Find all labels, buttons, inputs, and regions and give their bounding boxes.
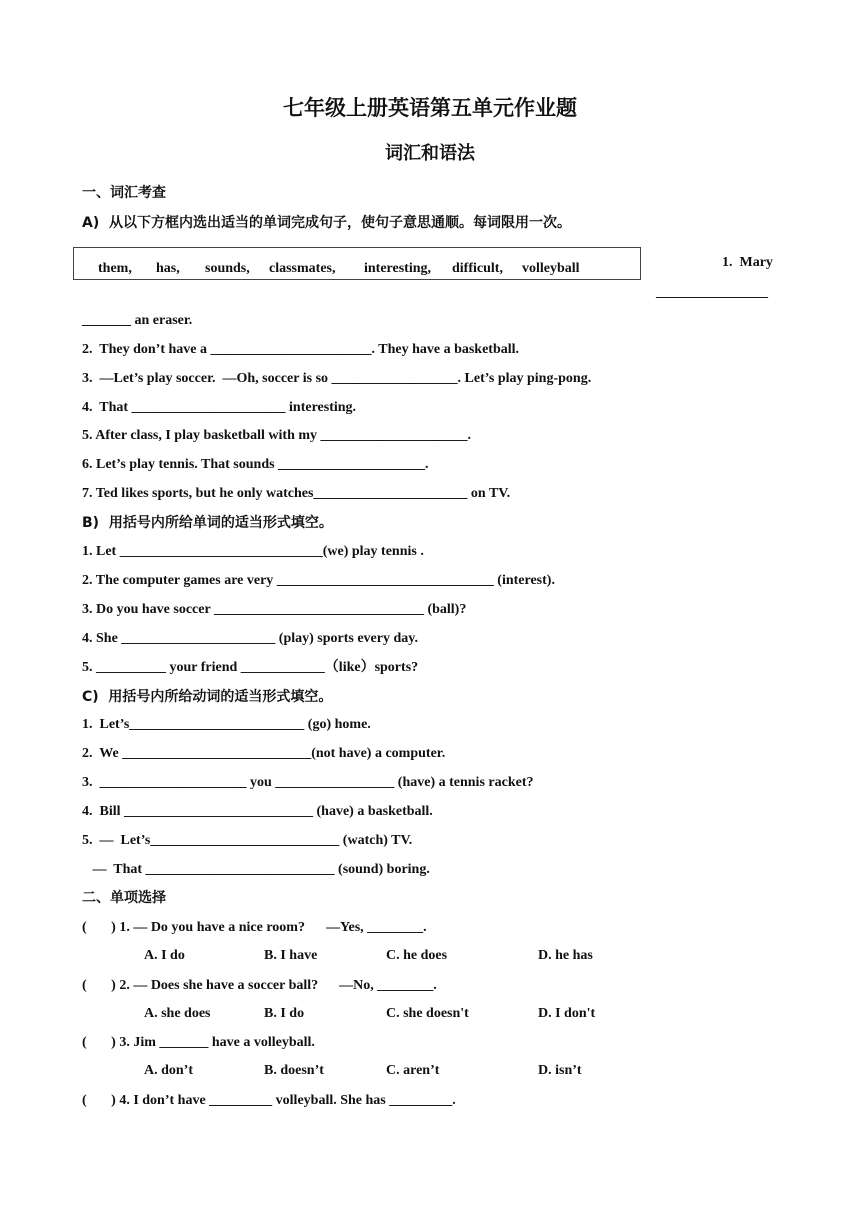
word-box-item: sounds, <box>205 261 250 276</box>
mc-option: C. she doesn't <box>386 1006 469 1021</box>
word-box-item: interesting, <box>364 261 432 276</box>
partA-item: 4. That ______________________ interesting. <box>82 400 357 415</box>
mc-option: D. he has <box>538 948 593 963</box>
partA-item: 5. After class, I play basketball with my _____________________. <box>82 428 472 443</box>
partC-item: 2. We ___________________________(not have) a computer. <box>82 746 446 761</box>
mc-option: C. aren’t <box>386 1063 440 1078</box>
mc-option: A. she does <box>144 1006 211 1021</box>
partC-item: — That ___________________________ (sound) boring. <box>82 862 430 877</box>
word-box-item: difficult, <box>452 261 503 276</box>
partA-q1-blank: ________________ <box>656 285 768 300</box>
mc-question-stem: ( ) 2. — Does she have a soccer ball? —No, ________. <box>82 978 437 993</box>
mc-question-stem: ( ) 1. — Do you have a nice room? —Yes, ________. <box>82 920 427 935</box>
partB-instruction: B) 用括号内所给单词的适当形式填空。 <box>82 515 333 531</box>
mc-option: A. I do <box>144 948 185 963</box>
partC-item: 1. Let’s_________________________ (go) home. <box>82 717 371 732</box>
partB-item: 1. Let _____________________________(we) play tennis . <box>82 544 424 559</box>
mc-option: A. don’t <box>144 1063 194 1078</box>
word-box-item: has, <box>156 261 180 276</box>
section1-heading: 一、词汇考查 <box>82 185 166 201</box>
word-box <box>73 247 641 280</box>
mc-option: D. isn’t <box>538 1063 582 1078</box>
partB-item: 5. __________ your friend ____________（like）sports? <box>82 660 419 675</box>
partB-item: 2. The computer games are very _______________________________ (interest). <box>82 573 555 588</box>
mc-option: D. I don't <box>538 1006 596 1021</box>
partC-item: 4. Bill ___________________________ (have) a basketball. <box>82 804 433 819</box>
partC-item: 5. — Let’s___________________________ (watch) TV. <box>82 833 413 848</box>
partB-item: 3. Do you have soccer ______________________________ (ball)? <box>82 602 467 617</box>
section2-heading: 二、单项选择 <box>82 890 166 906</box>
word-box-item: volleyball <box>522 261 580 276</box>
document-title: 七年级上册英语第五单元作业题 <box>283 96 577 120</box>
word-box-item: classmates, <box>269 261 336 276</box>
word-box-item: them, <box>98 261 132 276</box>
mc-option: C. he does <box>386 948 448 963</box>
partA-item: 3. —Let’s play soccer. —Oh, soccer is so __________________. Let’s play ping-pong. <box>82 371 592 386</box>
mc-option: B. doesn’t <box>264 1063 324 1078</box>
partC-item: 3. _____________________ you _________________ (have) a tennis racket? <box>82 775 534 790</box>
partA-instruction: A) 从以下方框内选出适当的单词完成句子，使句子意思通顺。每词限用一次。 <box>82 215 571 231</box>
partA-q1-end: _______ an eraser. <box>82 313 193 328</box>
partA-q1-start: 1. Mary <box>722 255 773 270</box>
mc-option: B. I have <box>264 948 318 963</box>
partC-instruction: C) 用括号内所给动词的适当形式填空。 <box>82 689 333 705</box>
partA-item: 2. They don’t have a _______________________. They have a basketball. <box>82 342 520 357</box>
document-subtitle: 词汇和语法 <box>385 143 475 164</box>
partA-item: 6. Let’s play tennis. That sounds _____________________. <box>82 457 429 472</box>
mc-option: B. I do <box>264 1006 305 1021</box>
mc-question-stem: ( ) 3. Jim _______ have a volleyball. <box>82 1035 315 1050</box>
mc-question-stem: ( ) 4. I don’t have _________ volleyball. She has _________. <box>82 1093 456 1108</box>
partB-item: 4. She ______________________ (play) sports every day. <box>82 631 418 646</box>
partA-item: 7. Ted likes sports, but he only watches______________________ on TV. <box>82 486 511 501</box>
